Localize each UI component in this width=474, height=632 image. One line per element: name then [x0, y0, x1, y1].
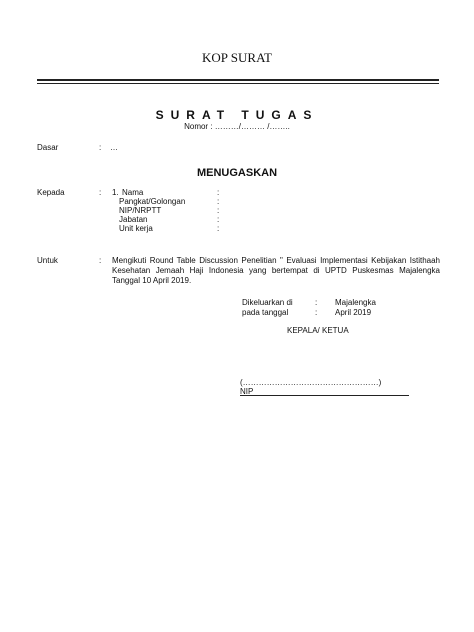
field-nip-colon: :	[217, 206, 220, 215]
field-pangkat-colon: :	[217, 197, 220, 206]
letterhead-divider-thick	[37, 79, 439, 81]
field-nip-label: NIP/NRPTT	[119, 206, 162, 215]
signature-underline	[240, 395, 409, 396]
issued-date-value: April 2019	[335, 308, 372, 317]
dasar-label: Dasar	[37, 143, 59, 152]
field-nama-colon: :	[217, 188, 220, 197]
field-unit-kerja-colon: :	[217, 224, 220, 233]
signatory-nip-label: NIP	[240, 387, 254, 396]
document-number: Nomor : ………/……… /……..	[184, 122, 290, 131]
issued-place-colon: :	[315, 298, 318, 307]
kepada-colon: :	[99, 188, 102, 197]
untuk-label: Untuk	[37, 256, 58, 265]
kepada-number: 1.	[112, 188, 119, 197]
field-jabatan-label: Jabatan	[119, 215, 148, 224]
letterhead: KOP SURAT	[202, 50, 272, 65]
field-pangkat-label: Pangkat/Golongan	[119, 197, 186, 206]
dasar-colon: :	[99, 143, 102, 152]
document-title: SURAT TUGAS	[155, 108, 319, 122]
untuk-colon: :	[99, 256, 102, 265]
field-unit-kerja-label: Unit kerja	[119, 224, 153, 233]
field-jabatan-colon: :	[217, 215, 220, 224]
issued-date-colon: :	[315, 308, 318, 317]
signatory-position: KEPALA/ KETUA	[287, 326, 349, 335]
untuk-text: Mengikuti Round Table Discussion Penelitian " Evaluasi Implementasi Kebijakan Istithaah Kesehatan Jemaah Haji Indonesia yang bertempat di UPTD Puskesmas Majalengka Tanggal 10 April 2019.	[112, 256, 440, 285]
signatory-name-placeholder: (……………………………………………)	[240, 378, 382, 387]
field-nama-label: Nama	[122, 188, 144, 197]
issued-date-label: pada tanggal	[242, 308, 289, 317]
issued-place-label: Dikeluarkan di	[242, 298, 293, 307]
dasar-value: …	[110, 143, 118, 152]
kepada-label: Kepada	[37, 188, 65, 197]
letterhead-divider-thin	[37, 83, 439, 84]
section-heading: MENUGASKAN	[196, 167, 278, 179]
issued-place-value: Majalengka	[335, 298, 376, 307]
